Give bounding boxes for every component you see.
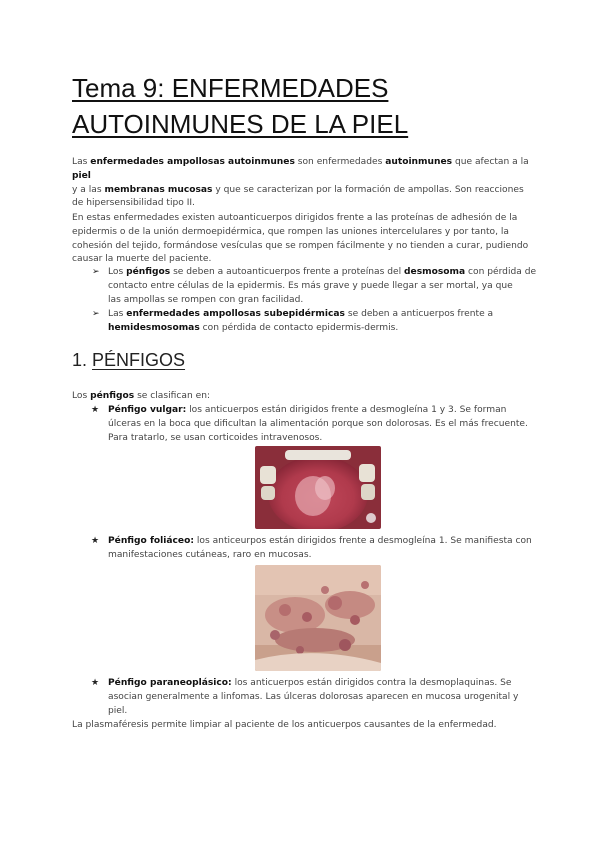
clasificacion-line: Los pénfigos se clasifican en: [72, 391, 211, 401]
star-bullet-icon: ★ [91, 678, 100, 688]
bullet-penfigos: Los pénfigos se deben a autoanticuerpos frente a proteínas del desmosoma con pérdida de contacto entre células de la epidermis. Es más grave y puede llegar a ser mortal, ya que las ampollas se rompen con gran facilidad. [108, 267, 537, 305]
term-bold: piel [72, 170, 91, 181]
term-bold: enfermedades ampollosas autoinmunes [90, 157, 295, 167]
page-title [72, 70, 532, 142]
paragraph-autoanticuerpos: En estas enfermedades existen autoanticuerpos dirigidos frente a las proteínas de adhesión de la epidermis o de la unión dermoepidérmica, que rompen las uniones intercelulares y por tanto, la cohesión del tejido, formándose vesículas que se rompen fácilmente y no tienden a curar, pudiendo causar la muerte del paciente. [72, 213, 529, 265]
term-bold: autoinmunes [385, 157, 453, 167]
item-penfigo-vulgar: Pénfigo vulgar: los anticuerpos están dirigidos frente a desmogleína 1 y 3. Se forman úlceras en la boca que dificultan la alimentación porque son dolorosas. Es el más frecuente. Para tratarlo, se usan corticoides intravenosos. [108, 405, 528, 443]
arrow-bullet-icon: ➢ [92, 267, 100, 277]
arrow-bullet-icon: ➢ [92, 309, 100, 319]
closing-sentence: La plasmaféresis permite limpiar al paciente de los anticuerpos causantes de la enfermedad. [72, 720, 497, 730]
title-line-1: Tema 9: ENFERMEDADES [72, 73, 389, 103]
section-heading: 1. PÉNFIGOS [72, 350, 186, 370]
oral-ulcer-photo [255, 446, 381, 529]
star-bullet-icon: ★ [91, 536, 100, 546]
star-bullet-icon: ★ [91, 405, 100, 415]
term-bold: membranas mucosas [104, 184, 213, 195]
item-penfigo-foliaceo: Pénfigo foliáceo: los anticeurpos están dirigidos frente a desmogleína 1. Se manifiesta con manifestaciones cutáneas, raro en mucosas. [108, 536, 532, 560]
item-penfigo-paraneoplasico: Pénfigo paraneoplásico: los anticuerpos están dirigidos contra la desmoplaquinas. Se asocian generalmente a linfomas. Las úlceras dolorosas aparecen en mucosa urogenital y piel. [108, 678, 519, 716]
title-line-2: AUTOINMUNES DE LA PIEL [72, 109, 409, 139]
intro-paragraph: Las enfermedades ampollosas autoinmunes son enfermedades autoinmunes que afectan a la piel y a las membranas mucosas y que se caracterizan por la formación de ampollas. Son reacciones de hipersensibilidad tipo II. [72, 157, 529, 209]
bullet-subepidermicas: Las enfermedades ampollosas subepidérmicas se deben a anticuerpos frente a hemidesmosomas con pérdida de contacto epidermis-dermis. [108, 309, 494, 333]
skin-lesion-photo [255, 565, 381, 671]
